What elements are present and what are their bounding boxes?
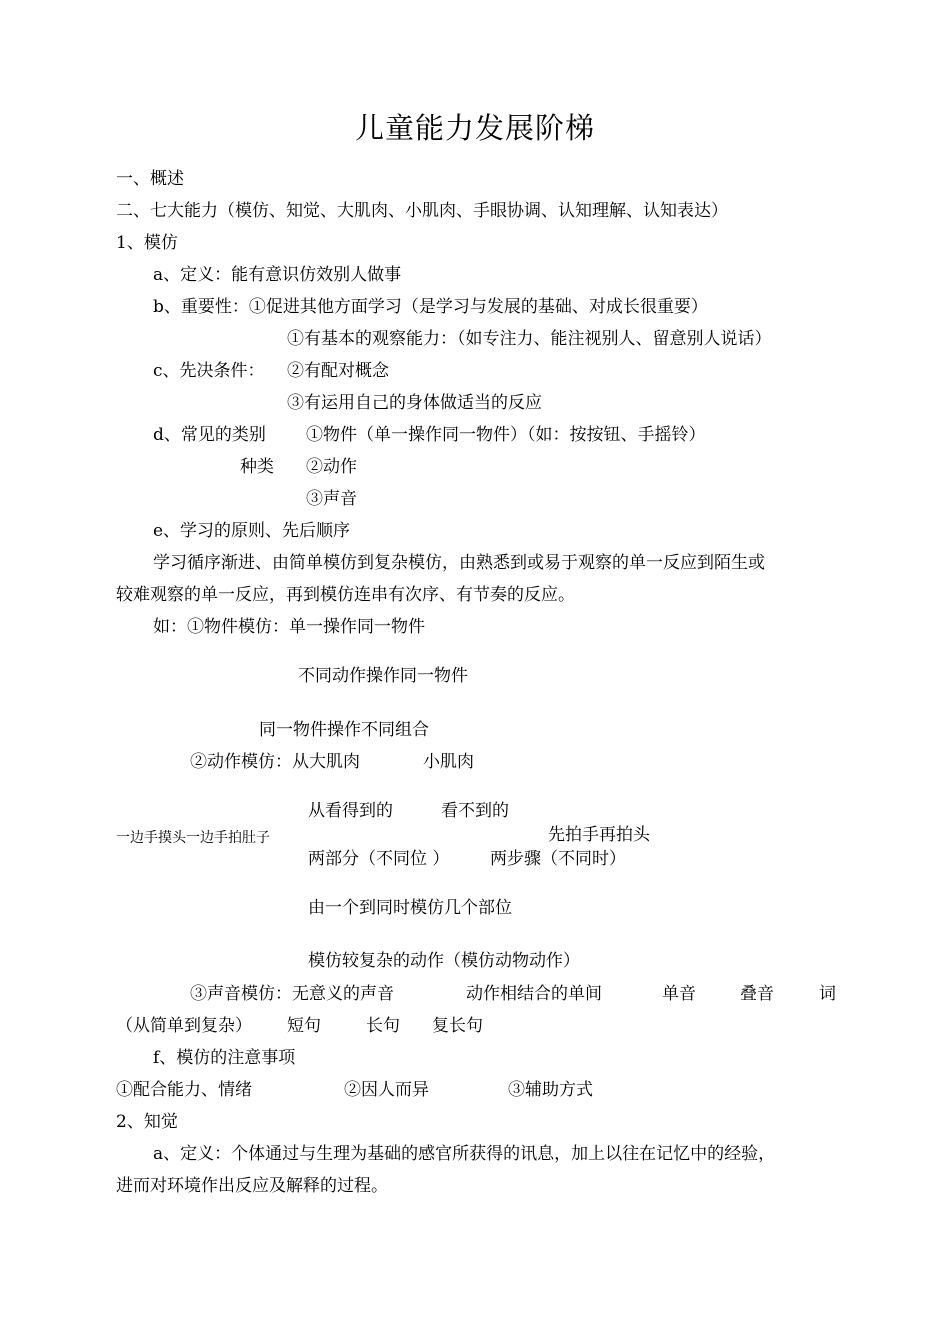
sound-step-word: 词: [819, 984, 836, 1004]
example-object-step3: 同一物件操作不同组合: [259, 720, 429, 740]
sound-step-short-sentence: 短句: [287, 1016, 321, 1036]
sound-step-complex-sentence: 复长句: [432, 1016, 483, 1036]
prerequisite-body: ③有运用自己的身体做适当的反应: [287, 393, 542, 413]
example-action-multi-part: 由一个到同时模仿几个部位: [308, 898, 512, 918]
sound-step-single: 单音: [662, 984, 696, 1004]
example-action-two-steps: 两步骤（不同时）: [490, 849, 626, 869]
note-individual: ②因人而异: [344, 1080, 429, 1100]
category-action: ②动作: [306, 457, 357, 477]
imitation-importance: b、重要性：①促进其他方面学习（是学习与发展的基础、对成长很重要）: [153, 297, 708, 317]
sound-step-action-combined: 动作相结合的单间: [466, 984, 602, 1004]
subsection-imitation: 1、模仿: [116, 233, 178, 253]
sound-simple-to-complex: （从简单到复杂）: [116, 1016, 252, 1036]
imitation-notes-heading: f、模仿的注意事项: [153, 1048, 296, 1068]
perception-definition-line-2: 进而对环境作出反应及解释的过程。: [116, 1176, 388, 1196]
note-cooperation: ①配合能力、情绪: [116, 1080, 252, 1100]
sound-step-repeated: 叠音: [740, 984, 774, 1004]
imitation-definition: a、定义：能有意识仿效别人做事: [153, 265, 402, 285]
categories-kind-label: 种类: [240, 457, 274, 477]
example-object-imitation: 如：①物件模仿：单一操作同一物件: [153, 617, 425, 637]
section-seven-abilities: 二、七大能力（模仿、知觉、大肌肉、小肌肉、手眼协调、认知理解、认知表达）: [116, 201, 728, 221]
example-action-imitation: ②动作模仿：从大肌肉: [190, 752, 360, 772]
perception-definition-line-1: a、定义：个体通过与生理为基础的感官所获得的讯息，加上以往在记忆中的经验，: [153, 1144, 776, 1164]
category-object: ①物件（单一操作同一物件）（如：按按钮、手摇铃）: [306, 425, 706, 445]
paragraph-line-2: 较难观察的单一反应，再到模仿连串有次序、有节奏的反应。: [116, 585, 575, 605]
category-sound: ③声音: [306, 489, 357, 509]
paragraph-line-1: 学习循序渐进、由简单模仿到复杂模仿，由熟悉到或易于观察的单一反应到陌生或: [153, 553, 765, 573]
prerequisite-matching: ②有配对概念: [287, 361, 389, 381]
example-action-complex: 模仿较复杂的动作（模仿动物动作）: [308, 951, 580, 971]
learning-principles: e、学习的原则、先后顺序: [153, 521, 351, 541]
example-action-visible: 从看得到的: [308, 801, 393, 821]
section-overview: 一、概述: [116, 169, 184, 189]
sound-step-long-sentence: 长句: [366, 1016, 400, 1036]
side-note-right: 先拍手再拍头: [548, 825, 650, 845]
common-categories-label: d、常见的类别: [153, 425, 266, 445]
prerequisite-observation: ①有基本的观察能力：（如专注力、能注视别人、留意别人说话）: [287, 329, 772, 349]
subsection-perception: 2、知觉: [116, 1112, 178, 1132]
example-action-two-parts: 两部分（不同位 ）: [308, 849, 450, 869]
example-action-invisible: 看不到的: [441, 801, 509, 821]
document-title: 儿童能力发展阶梯: [354, 111, 595, 145]
side-note-left: 一边手摸头一边手拍肚子: [116, 830, 270, 846]
prerequisite-label: c、先决条件：: [153, 361, 265, 381]
example-action-small-muscle: 小肌肉: [423, 752, 474, 772]
example-sound-imitation: ③声音模仿：无意义的声音: [190, 984, 394, 1004]
example-object-step2: 不同动作操作同一物件: [298, 666, 468, 686]
note-assistance: ③辅助方式: [508, 1080, 593, 1100]
